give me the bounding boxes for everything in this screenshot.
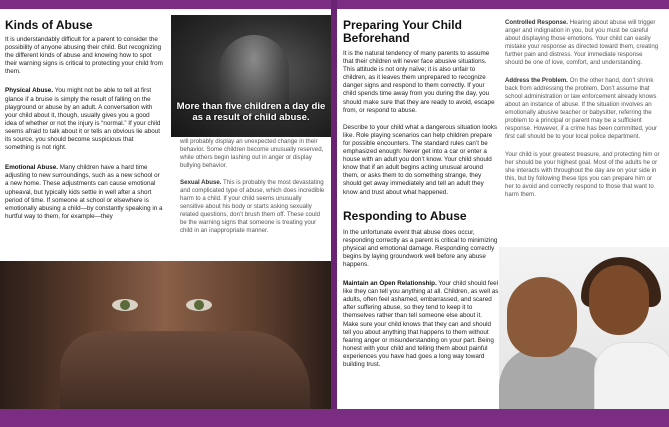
open-relationship-label: Maintain an Open Relationship.	[343, 280, 437, 288]
responding-heading: Responding to Abuse	[343, 208, 467, 223]
physical-abuse-label: Physical Abuse.	[5, 87, 54, 95]
hand-over-mouth	[60, 331, 310, 409]
preparing-column	[343, 19, 499, 369]
controlled-response-paragraph: Controlled Response. Hearing about abuse will trigger anger and indignation in you, but you must be careful about displaying those emotions. Your child can easily mistake your response as directed toward them, creating further pain and distress. Your immediate response should be one of love, comfort, and understanding.	[505, 19, 659, 66]
address-problem-paragraph: Address the Problem. On the other hand, don’t shrink back from addressing the problem. Don’t assume that school administration or law enforcement already knows about an instance of abuse. If the situation involves an emotionally abusive teacher or babysitter, referring the problem to a principal or parent may be a sufficient response. However, if a crime has been committed, your first call should be to your local police department.	[505, 77, 658, 140]
open-relationship-paragraph: Maintain an Open Relationship. Your child should feel like they can tell you anything at all. Children, as well as adults, often feel ashamed, embarrassed, and scared after suffering abuse, so they tend to keep it to themselves rather than tell someone else about it. Make sure your child knows that they can and should tell you about anything that happens to them without fearing anger or misunderstanding on your part. Being honest with your child and telling them about painful experiences you have had goes a long way toward building trust.	[343, 280, 499, 368]
last-column	[505, 19, 662, 199]
left-page	[0, 9, 331, 409]
kinds-of-abuse-column	[5, 19, 163, 221]
girl-face	[589, 265, 649, 335]
father-face	[507, 277, 577, 357]
responding-paragraph: In the unfortunate event that abuse does occur, responding correctly as a parent is critical to minimizing physical and emotional damage. Responding correctly begins by laying groundwork well before any abuse happens.	[343, 228, 498, 268]
girl-shirt	[594, 342, 669, 409]
emotional-abuse-label: Emotional Abuse.	[5, 164, 58, 172]
preparing-paragraph-2: Describe to your child what a dangerous situation looks like. Role playing scenarios can help children prepare for possible encounters. The standard rules can’t be emphasized enough: Never get into a car or enter a house with an adult you don’t know. Your child should know that if an adult begins acting unusual around them, or asks them to do something strange, they should get away immediately and tell an adult they know and trust about what happened.	[343, 123, 498, 196]
preparing-heading: Preparing Your Child Beforehand	[343, 18, 462, 45]
photo-caption: More than five children a day die as a result of child abuse.	[176, 101, 326, 123]
kinds-intro: It is understandably difficult for a parent to consider the possibility of anyone abusing their child. But recognizing the different kinds of abuse and knowing how to spot their warning signs is critical to protecting your child from them.	[5, 36, 163, 76]
sexual-abuse-label: Sexual Abuse.	[180, 179, 222, 186]
right-page	[337, 9, 669, 409]
address-problem-label: Address the Problem.	[505, 77, 568, 84]
covered-mouth-photo	[0, 261, 331, 409]
closing-paragraph: Your child is your greatest treasure, and protecting him or her should be your highest goal. Most of the adults he or she interacts with throughout the day are on your side in this, but by following these tips you can prepare him or her to avoid and correctly respond to those that want to harm them.	[505, 151, 660, 198]
left-eye	[112, 299, 138, 311]
middle-column	[180, 138, 325, 235]
sad-child-photo	[171, 15, 331, 137]
father-daughter-photo	[499, 247, 669, 409]
physical-abuse-paragraph: Physical Abuse. You might not be able to tell at first glance if a bruise is simply the result of falling on the playground or abuse by an adult. A conversation with your child about it, though, usually gives you a good idea of whether or not the injury is “normal.” If your child seems afraid to talk about it or tells an obvious lie about its source, you should become suspicious that something is not right.	[5, 87, 161, 152]
controlled-response-label: Controlled Response.	[505, 19, 568, 26]
emotional-continued: will probably display an unexpected change in their behavior. Some children become unusually reserved, while others begin lashing out in anger or display bullying behavior.	[180, 138, 324, 169]
bottom-band	[0, 409, 669, 427]
sexual-abuse-paragraph: Sexual Abuse. This is probably the most devastating and complicated type of abuse, which does incredible harm to a child. If your child seems unusually sensitive about his body or starts asking sexually related questions, don’t brush them off. These could be the warning signs that someone is treating your child in an inappropriate manner.	[180, 179, 325, 234]
preparing-paragraph-1: It is the natural tendency of many parents to assume that their children will never face abusive situations. This attitude is not only naïve; it is also unfair to children, as it leaves them unprepared to recognize danger signs and respond to them correctly. If your child spends time away from you during the day, you should make sure that they are ready to avoid, escape from, or respond to abuse.	[343, 50, 495, 114]
right-eye	[186, 299, 212, 311]
father-shirt	[499, 347, 609, 409]
emotional-abuse-paragraph: Emotional Abuse. Many children have a hard time adjusting to new surroundings, such as a new school or a new home. These adjustments can cause emotional upheaval, but typically kids settle in well after a short period of time. If someone at school or elsewhere is emotionally abusing a child—by constantly speaking in a hurtful way to them, for example—they	[5, 164, 163, 220]
kinds-heading: Kinds of Abuse	[5, 18, 93, 32]
